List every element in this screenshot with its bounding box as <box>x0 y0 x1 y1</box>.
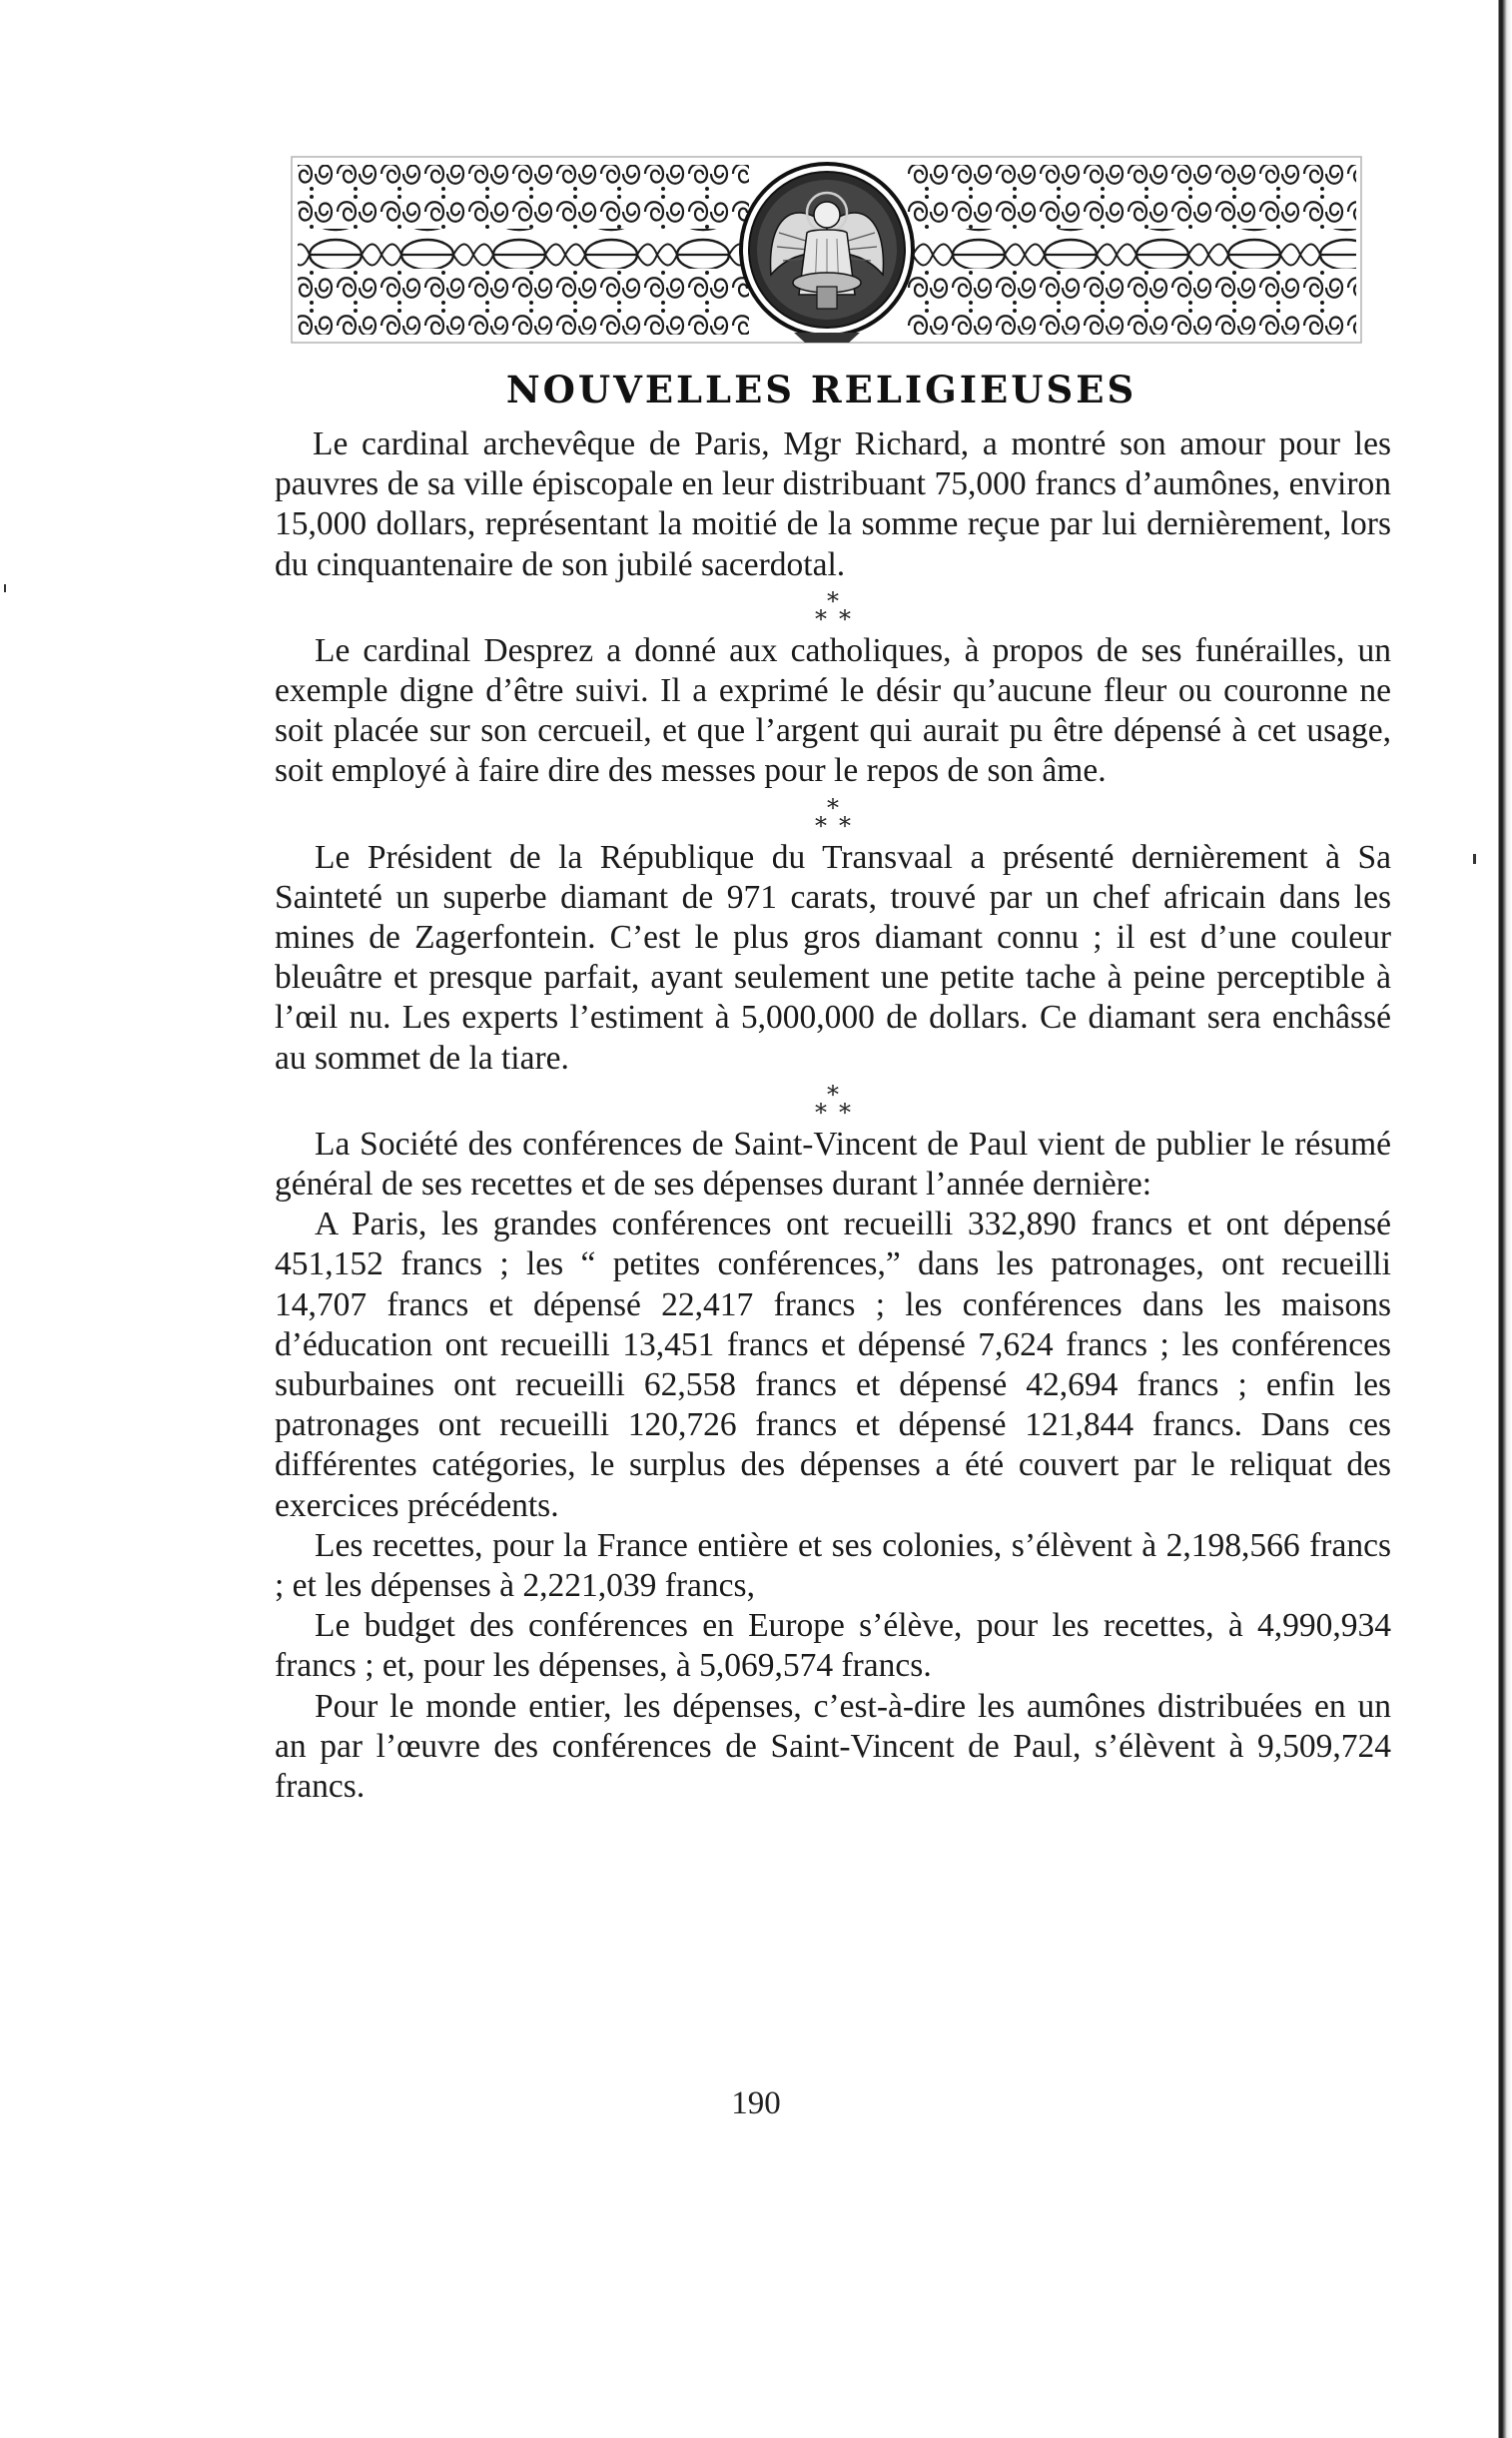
svg-text:*: * <box>839 604 851 633</box>
scan-speck <box>1473 854 1476 864</box>
saint-vincent-paris-figures: A Paris, les grandes conférences ont recueilli 332,890 francs et ont dépensé 451,152 francs ; les “ petites conférences,” dans les patronages, ont recueilli 14,707 francs et dépensé 22,417 francs ; les conférences dans les maisons d’éducation ont recueilli 13,451 francs et dépensé 7,624 francs ; les conférences suburbaines ont recueilli 62,558 francs et dépensé 42,694 francs ; enfin les patronages ont recueilli 120,726 francs et dépensé 121,844 francs. Dans ces différentes catégories, le surplus des dépenses a été couvert par le reliquat des exercices précédents. <box>275 1206 1391 1524</box>
news-item-desprez: Le cardinal Desprez a donné aux catholiques, à propos de ses funérailles, un exemple digne d’être suivi. Il a exprimé le désir qu’aucune fleur ou couronne ne soit placée sur son cercueil, et que l’argent qui aurait pu être dépensé à cet usage, soit employé à faire dire des messes pour le repos de son âme. <box>275 631 1391 790</box>
asterism-icon <box>275 588 1391 633</box>
saint-vincent-europe-figures: Le budget des conférences en Europe s’élève, pour les recettes, à 4,990,934 francs ; et, pour les dépenses, à 5,069,574 francs. <box>275 1607 1391 1685</box>
svg-text:*: * <box>827 588 839 615</box>
svg-text:*: * <box>815 1098 827 1127</box>
saint-vincent-france-figures: Les recettes, pour la France entière et ses colonies, s’élèvent à 2,198,566 francs ; et les dépenses à 2,221,039 francs, <box>275 1526 1391 1605</box>
asterism-icon <box>275 1082 1391 1127</box>
news-item-saint-vincent-intro: La Société des conférences de Saint-Vincent de Paul vient de publier le résumé général de ses recettes et de ses dépenses durant l’année dernière: <box>275 1125 1391 1204</box>
angel-medallion-ornament-icon <box>290 155 1363 345</box>
svg-text:*: * <box>827 1082 839 1109</box>
page-title: NOUVELLES RELIGIEUSES <box>505 368 1137 411</box>
news-item-transvaal-diamond: Le Président de la République du Transvaal a présenté dernièrement à Sa Sainteté un superbe diamant de 971 carats, trouvé par un chef africain dans les mines de Zagerfontein. C’est le plus gros diamant connu ; il est d’une couleur bleuâtre et presque parfait, ayant seulement une petite tache à peine perceptible à l’œil nu. Les experts l’estiment à 5,000,000 de dollars. Ce diamant sera enchâssé au sommet de la tiare. <box>275 838 1391 1077</box>
asterism-icon <box>275 795 1391 840</box>
svg-text:*: * <box>815 811 827 840</box>
page-edge-shadow <box>1490 0 1512 2438</box>
article-column <box>275 424 1391 1807</box>
svg-text:*: * <box>839 811 851 840</box>
svg-text:*: * <box>815 604 827 633</box>
saint-vincent-world-figures: Pour le monde entier, les dépenses, c’est-à-dire les aumônes distribuées en un an par l’œuvre des conférences de Saint-Vincent de Paul, s’élèvent à 9,509,724 francs. <box>275 1687 1391 1806</box>
page-number: 190 <box>731 2085 781 2121</box>
svg-text:*: * <box>827 795 839 822</box>
news-item-richard: Le cardinal archevêque de Paris, Mgr Richard, a montré son amour pour les pauvres de sa ville épiscopale en leur distribuant 75,000 francs d’aumônes, environ 15,000 dollars, représentant la moitié de la somme reçue par lui dernièrement, lors du cinquantenaire de son jubilé sacerdotal. <box>275 425 1391 583</box>
scan-speck <box>4 584 6 592</box>
saint-vincent-details <box>275 1205 1391 1807</box>
svg-text:*: * <box>839 1098 851 1127</box>
